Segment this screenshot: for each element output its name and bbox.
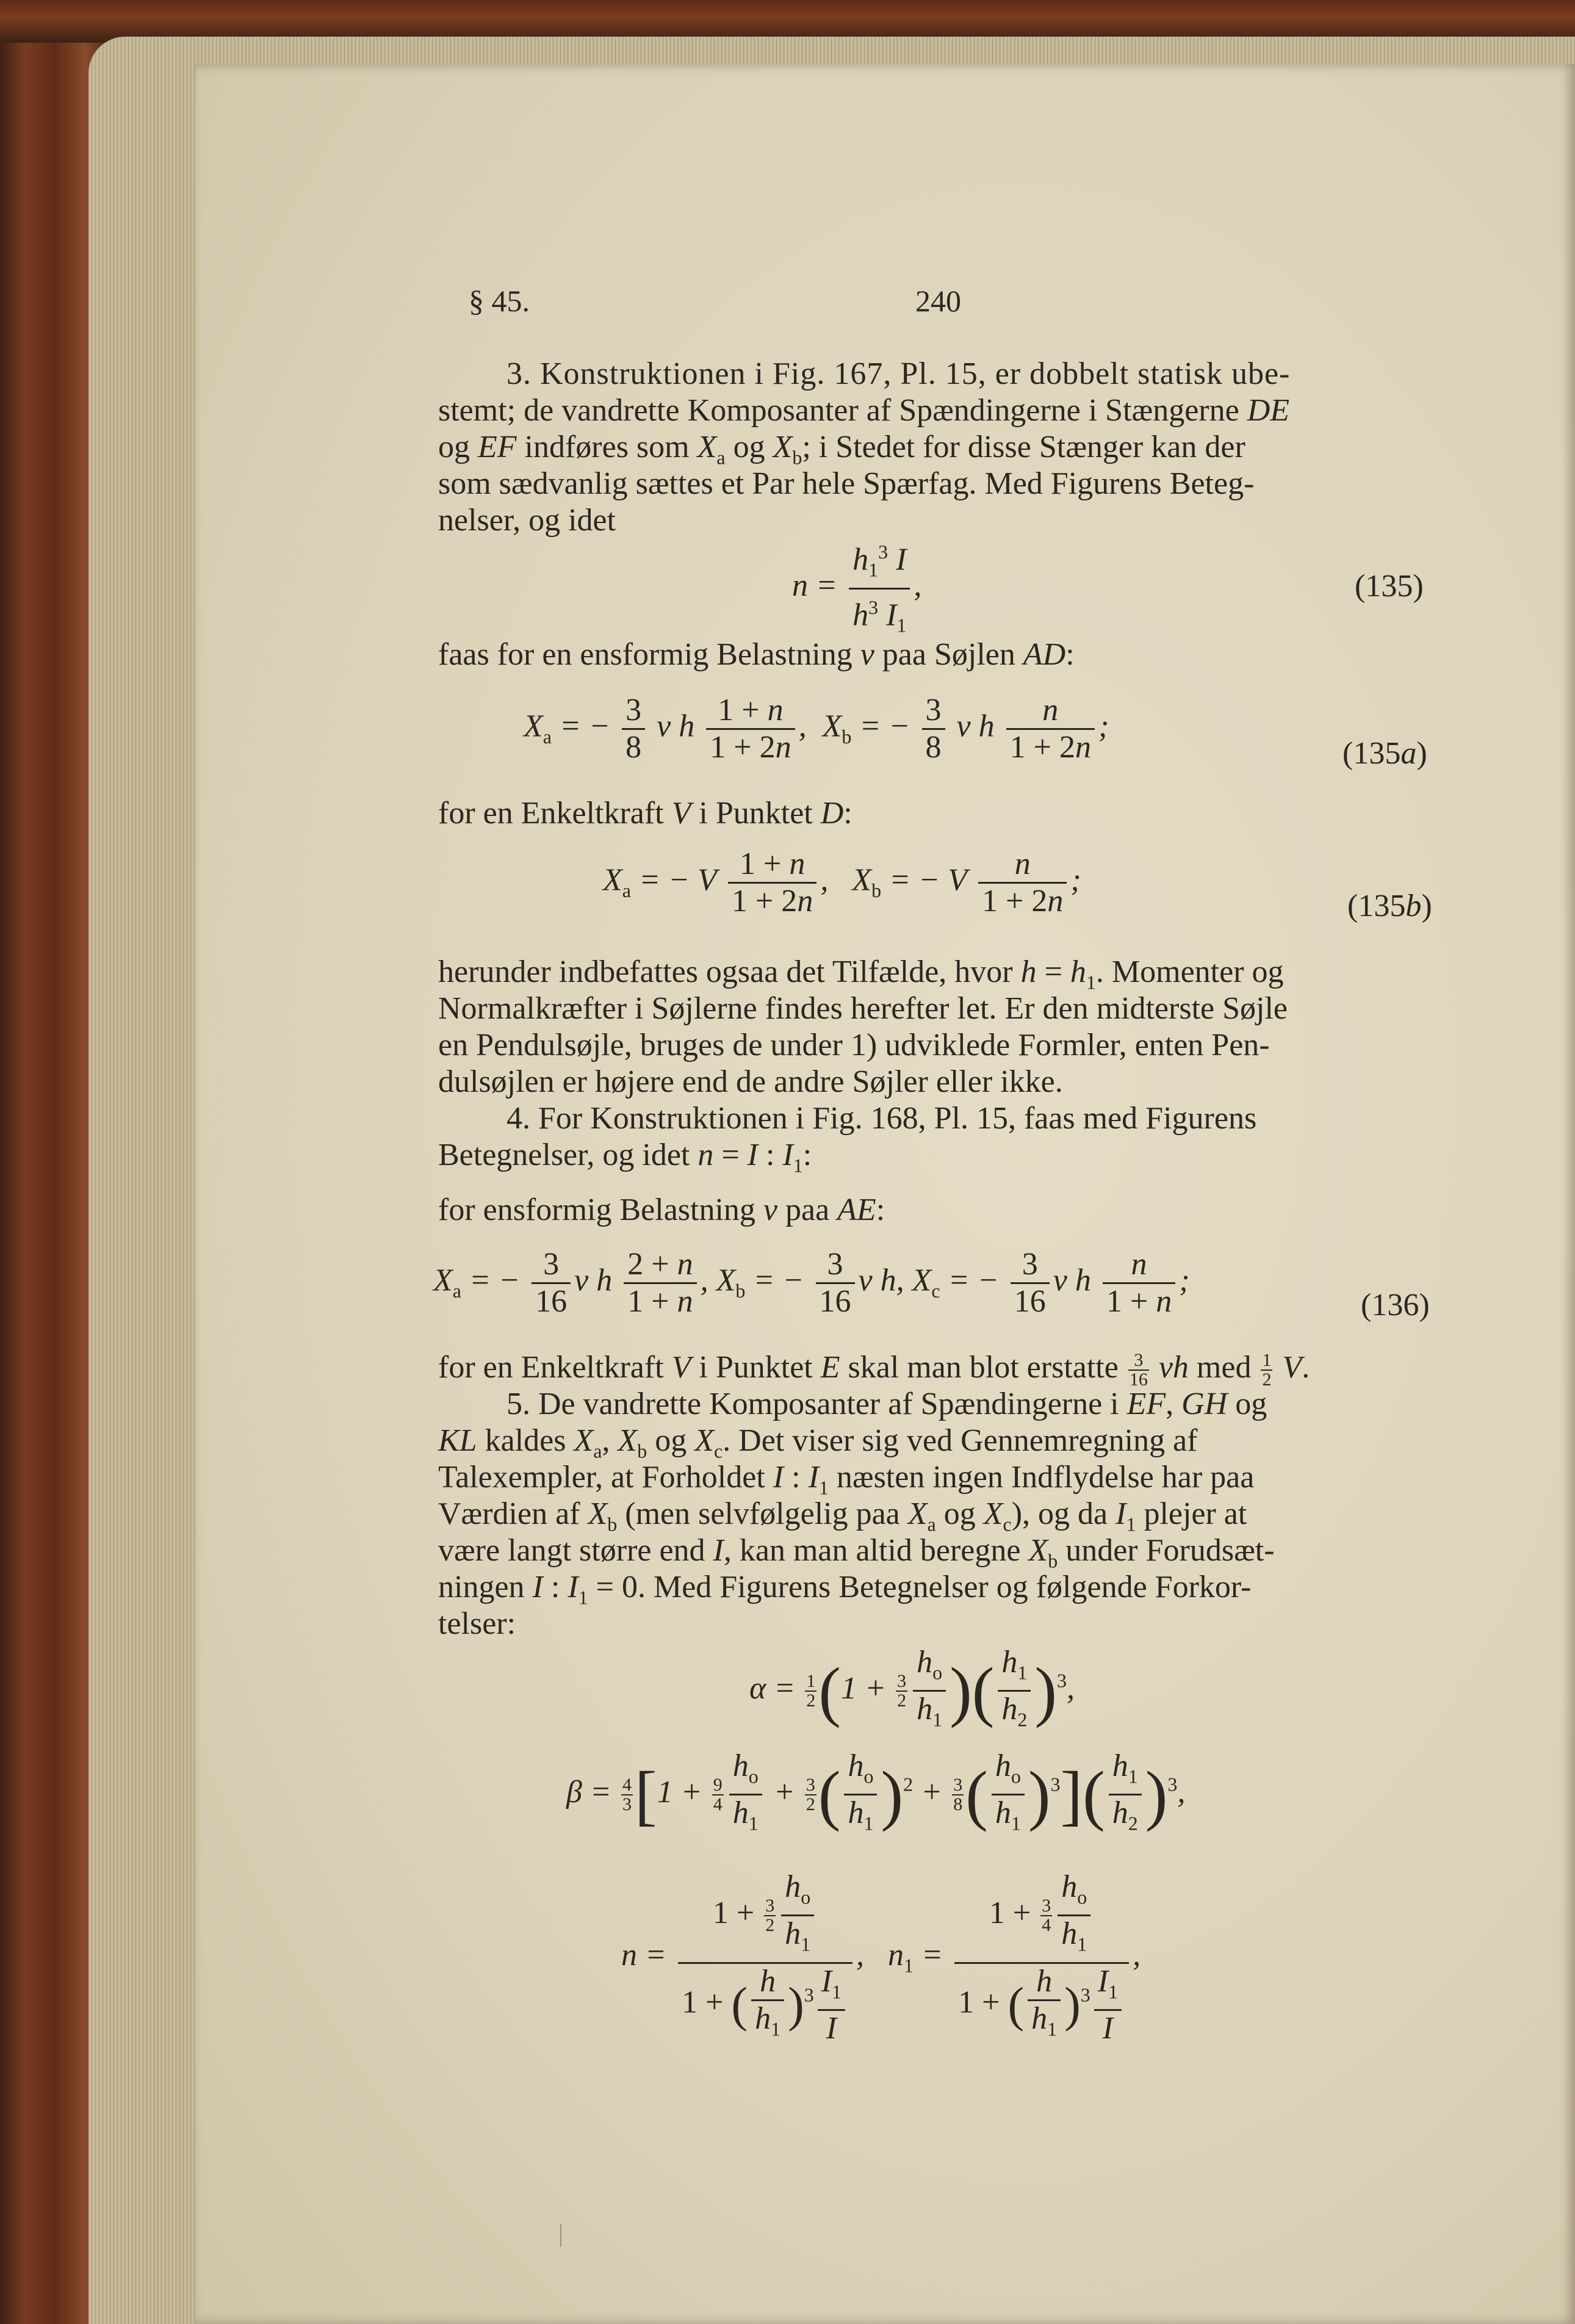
equation-beta: β = $\frac{4}{3}$ [1 + $\frac{9}{4}$ $\frac{h_o}{h_1}$ + $\frac{3}{2}$ ( $\frac{h_o}{h_1}$ )$^2$ + $\frac{3}{8}$ ( $\frac{h_o}{h_1}$ )$^3$]( $\frac{h_1}{h_2}$ )$^3$, (566, 1748, 1186, 1835)
equation-135a: $X_a$ = − $\frac{3}{8}$ v h $\frac{1 + n}{1 + 2n}$ , $X_b$ = − $\frac{3}{8}$ v h $\frac{n}{1 + 2n}$ ; (524, 693, 1109, 765)
text-line: 4. For Konstruktionen i Fig. 168, Pl. 15, faas med Figurens (506, 1101, 1257, 1136)
text-line: KL kaldes $X_a$, $X_b$ og $X_c$. Det viser sig ved Gennemregning af (438, 1423, 1198, 1462)
text-line: faas for en ensformig Belastning v paa Søjlen AD: (438, 637, 1075, 672)
equation-label-135: (135) (1355, 569, 1424, 604)
equation-135b: $X_a$ = − V $\frac{1 + n}{1 + 2n}$ , $X_b$ = − V $\frac{n}{1 + 2n}$ ; (603, 846, 1081, 918)
text-line: Talexempler, at Forholdet I : $I_1$ næsten ingen Indflydelse har paa (438, 1460, 1255, 1499)
text-line: være langt større end I, kan man altid beregne $X_b$ under Forudsæt- (438, 1533, 1275, 1572)
margin-mark: | (558, 2220, 564, 2247)
equation-label-136: (136) (1361, 1288, 1430, 1323)
text-line: herunder indbefattes ogsaa det Tilfælde, hvor $h = h_1$. Momenter og (438, 955, 1284, 994)
page-number: 240 (915, 284, 961, 318)
text-line: ningen I : $I_1 = 0$. Med Figurens Betegnelser og følgende Forkor- (438, 1570, 1252, 1609)
equation-alpha: α = $\frac{1}{2}$ (1 + $\frac{3}{2}$ $\frac{h_o}{h_1}$ )( $\frac{h_1}{h_2}$ )$^3$, (749, 1645, 1075, 1731)
text-line: telser: (438, 1606, 516, 1641)
text-line: Betegnelser, og idet n = I : $I_1$: (438, 1138, 812, 1177)
text-line: Normalkræfter i Søjlerne findes herefter let. Er den midterste Søjle (438, 991, 1288, 1026)
text-line: 3. Konstruktionen i Fig. 167, Pl. 15, er dobbelt statisk ube- (506, 356, 1291, 391)
text-line: stemt; de vandrette Komposanter af Spændingerne i Stængerne DE (438, 393, 1290, 428)
equation-label-135a: (135a) (1343, 736, 1427, 771)
text-line: og EF indføres som $X_a$ og $X_b$; i Stedet for disse Stænger kan der (438, 430, 1245, 469)
book-page (195, 64, 1575, 2324)
text-line: Værdien af $X_b$ (men selvfølgelig paa $X_a$ og $X_c$), og da $I_1$ plejer at (438, 1496, 1247, 1536)
text-line: som sædvanlig sættes et Par hele Spærfag. Med Figurens Beteg- (438, 466, 1255, 501)
text-line: 5. De vandrette Komposanter af Spændingerne i EF, GH og (506, 1387, 1267, 1421)
text-line: for en Enkeltkraft V i Punktet D: (438, 796, 852, 831)
section-number: § 45. (469, 284, 530, 318)
equation-136: $X_a$ = − $\frac{3}{16}$ v h $\frac{2 + n}{1 + n}$ , $X_b$ = − $\frac{3}{16}$ v h, $X_c$ = − $\frac{3}{16}$ v h $\frac{n}{1 + n}$ ; (433, 1247, 1190, 1319)
equation-label-135b: (135b) (1347, 889, 1432, 923)
equation-n: n = 1 + $\frac{3}{2}$ $\frac{h_o}{h_1}$ 1 + ( $\frac{h}{h_1}$ )$^3$ $\frac{I_1}{I}$ , $n_1$ = 1 + $\frac{3}{4}$ $\frac{h_o}{h_1}$ 1 + ( $\frac{h}{h_1}$ )$^3$ $\frac{I_1}{I}$ , (621, 1869, 1141, 2046)
equation-135: n = $\frac{h_1^3 I}{h^3 I_1}$ , (792, 534, 921, 643)
text-line: nelser, og idet (438, 503, 616, 538)
text-line: en Pendulsøjle, bruges de under 1) udviklede Formler, enten Pen- (438, 1028, 1270, 1063)
text-line: for ensformig Belastning v paa AE: (438, 1193, 885, 1227)
text-line: dulsøjlen er højere end de andre Søjler eller ikke. (438, 1064, 1063, 1099)
text-line: for en Enkeltkraft V i Punktet E skal man blot erstatte $\frac{3}{16}$ vh med $\frac{1}{2}$ V. (438, 1350, 1310, 1390)
